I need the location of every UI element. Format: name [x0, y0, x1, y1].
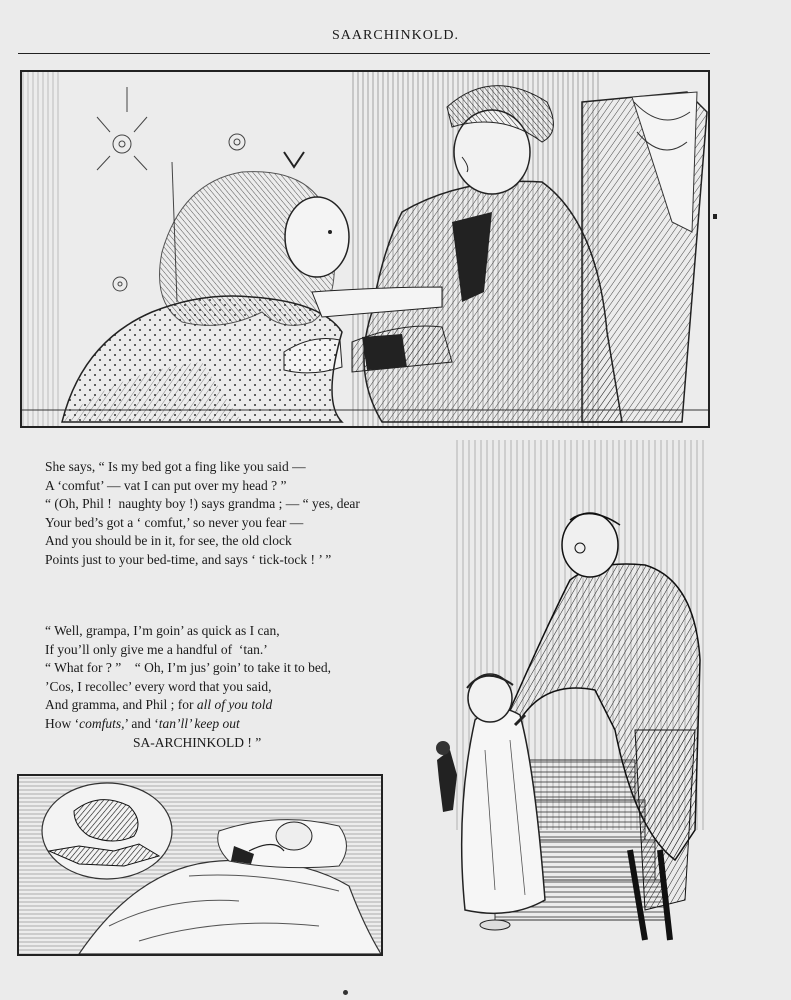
verse-italic: comfuts,: [79, 715, 125, 731]
print-mark: [713, 214, 717, 219]
verse-line: Your bed’s got a ‘ comfut,’ so never you fear —: [45, 514, 304, 530]
verse-line: And you should be in it, for see, the old clock: [45, 533, 292, 549]
verse-line: [45, 715, 331, 734]
verse-line: “ What for ? ” “ Oh, I’m jus’ goin’ to take it to bed,: [45, 660, 332, 676]
verse-italic: tan’ll’ keep out: [158, 715, 240, 731]
illustration-girl-and-grandmother: [20, 70, 710, 428]
verse-2: [45, 622, 331, 752]
verse-text: ’ and ‘: [124, 715, 159, 731]
verse-line: “ Well, grampa, I’m goin’ as quick as I can,: [45, 623, 280, 638]
verse-line: She says, “ Is my bed got a fing like you said —: [45, 459, 306, 474]
verse-line: ’Cos, I recollec’ every word that you said,: [45, 678, 272, 694]
verse-text: How ‘: [45, 715, 80, 731]
illustration-moon-and-sleeping-child: [17, 774, 383, 956]
verse-text: And gramma, and Phil ; for: [45, 697, 194, 713]
illustration-grandfather-and-child: [395, 430, 725, 960]
verse-italic: all of you told: [196, 697, 273, 713]
verse-line: Points just to your bed-time, and says ‘ tick-tock ! ’ ”: [45, 551, 332, 567]
verse-line: A ‘comfut’ — vat I can put over my head ? ”: [45, 477, 287, 493]
print-speck: [343, 990, 348, 995]
verse-1: [45, 458, 360, 570]
verse-line: If you’ll only give me a handful of ‘tan.’: [45, 641, 268, 657]
verse-line: “ (Oh, Phil ! naughty boy !) says grandma ; — “ yes, dear: [45, 496, 360, 512]
page-title: SAARCHINKOLD.: [332, 28, 459, 43]
verse-line: [45, 696, 331, 715]
header-rule: [18, 53, 710, 54]
verse-line: SA-ARCHINKOLD ! ”: [133, 734, 262, 750]
